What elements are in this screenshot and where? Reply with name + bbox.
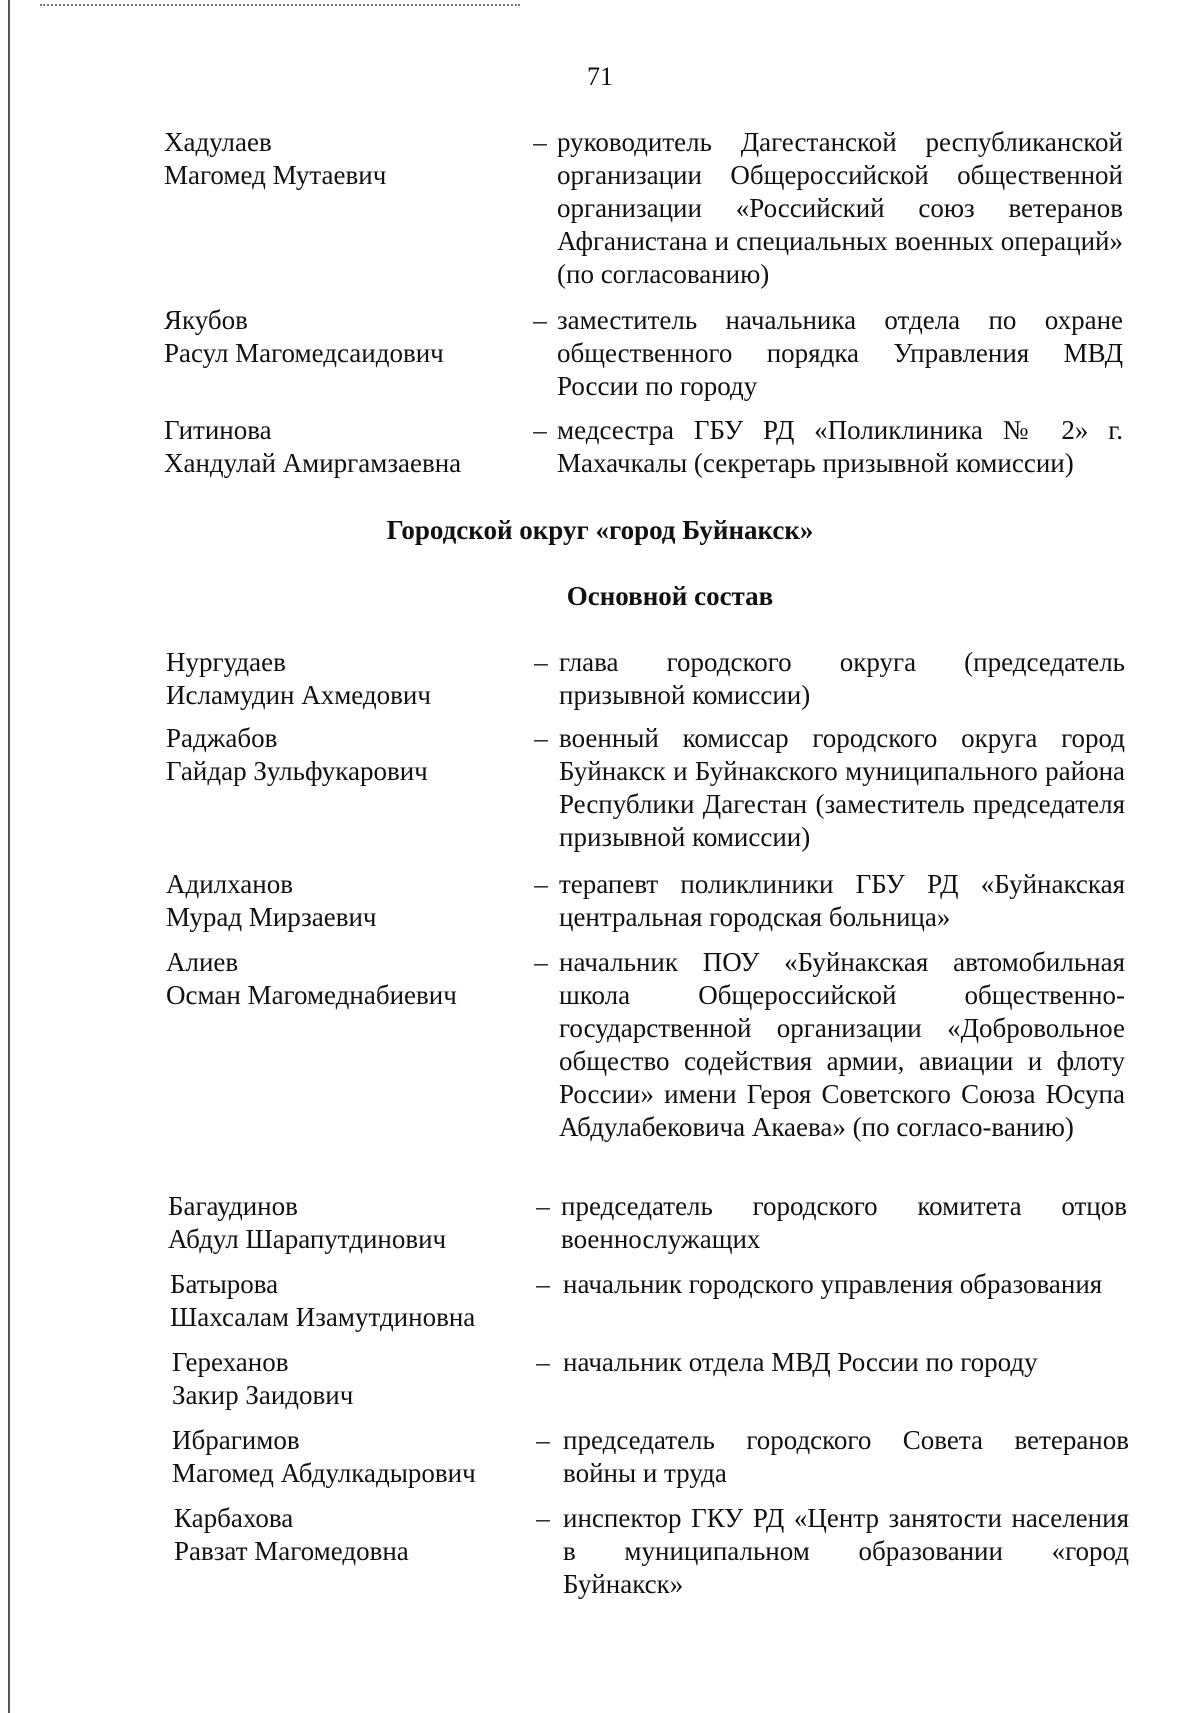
- member-role: председатель городского комитета отцов военнослужащих: [561, 1191, 1127, 1254]
- dash: –: [533, 415, 547, 445]
- dash: –: [534, 947, 548, 977]
- dash: –: [534, 869, 548, 899]
- member-name: Ибрагимов Магомед Абдулкадырович: [172, 1425, 476, 1488]
- scan-artifact-top: [40, 4, 520, 6]
- dash: –: [533, 127, 547, 157]
- dash: –: [536, 1269, 550, 1299]
- section-title: Городской округ «город Буйнакск»: [386, 515, 814, 545]
- dash: –: [536, 1191, 550, 1221]
- member-name: Карбахова Равзат Магомедовна: [174, 1503, 409, 1566]
- dash: –: [536, 1425, 550, 1455]
- dash: –: [533, 305, 547, 335]
- member-role: терапевт поликлиники ГБУ РД «Буйнакская центральная городская больница»: [559, 869, 1125, 932]
- member-role: начальник городского управления образования: [563, 1269, 1103, 1299]
- dash: –: [534, 647, 548, 677]
- member-name: Якубов Расул Магомедсаидович: [164, 305, 444, 368]
- member-role: заместитель начальника отдела по охране общественного порядка Управления МВД России по городу: [557, 305, 1123, 401]
- member-role: начальник отдела МВД России по городу: [563, 1347, 1038, 1377]
- scan-artifact-left: [8, 0, 10, 1713]
- page-number: 71: [587, 62, 613, 91]
- member-role: начальник ПОУ «Буйнакская автомобильная школа Общероссийской общественно-государственной организации «Добровольное общество содействия армии, авиации и флоту России» имени Героя Советского Союза Юсупа Абдулабековича Акаева» (по согласо-ванию): [559, 947, 1125, 1142]
- member-name: Хадулаев Магомед Мутаевич: [164, 127, 387, 190]
- member-role: руководитель Дагестанской республиканской организации Общероссийской общественной организации «Российский союз ветеранов Афганистана и специальных военных операций» (по согласованию): [557, 127, 1123, 289]
- section-subtitle: Основной состав: [566, 581, 774, 611]
- member-role: военный комиссар городского округа город Буйнакск и Буйнакского муниципального района Республики Дагестан (заместитель председателя призывной комиссии): [559, 723, 1125, 852]
- member-name: Раджабов Гайдар Зульфукарович: [166, 723, 428, 786]
- member-role: председатель городского Совета ветеранов войны и труда: [563, 1425, 1129, 1488]
- member-name: Адилханов Мурад Мирзаевич: [166, 869, 377, 932]
- dash: –: [536, 1503, 550, 1533]
- member-role: глава городского округа (председатель призывной комиссии): [559, 647, 1125, 710]
- member-name: Багаудинов Абдул Шарапутдинович: [168, 1191, 447, 1254]
- member-name: Алиев Осман Магомеднабиевич: [166, 947, 457, 1010]
- member-name: Батырова Шахсалам Изамутдиновна: [170, 1269, 476, 1332]
- member-name: Нургудаев Исламудин Ахмедович: [166, 647, 431, 710]
- dash: –: [536, 1347, 550, 1377]
- member-name: Гитинова Хандулай Амиргамзаевна: [164, 415, 462, 478]
- member-role: инспектор ГКУ РД «Центр занятости населения в муниципальном образовании «город Буйнакск»: [563, 1503, 1129, 1599]
- member-role: медсестра ГБУ РД «Поликлиника № 2» г. Махачкалы (секретарь призывной комиссии): [557, 415, 1123, 478]
- member-name: Гереханов Закир Заидович: [172, 1347, 354, 1410]
- dash: –: [534, 723, 548, 753]
